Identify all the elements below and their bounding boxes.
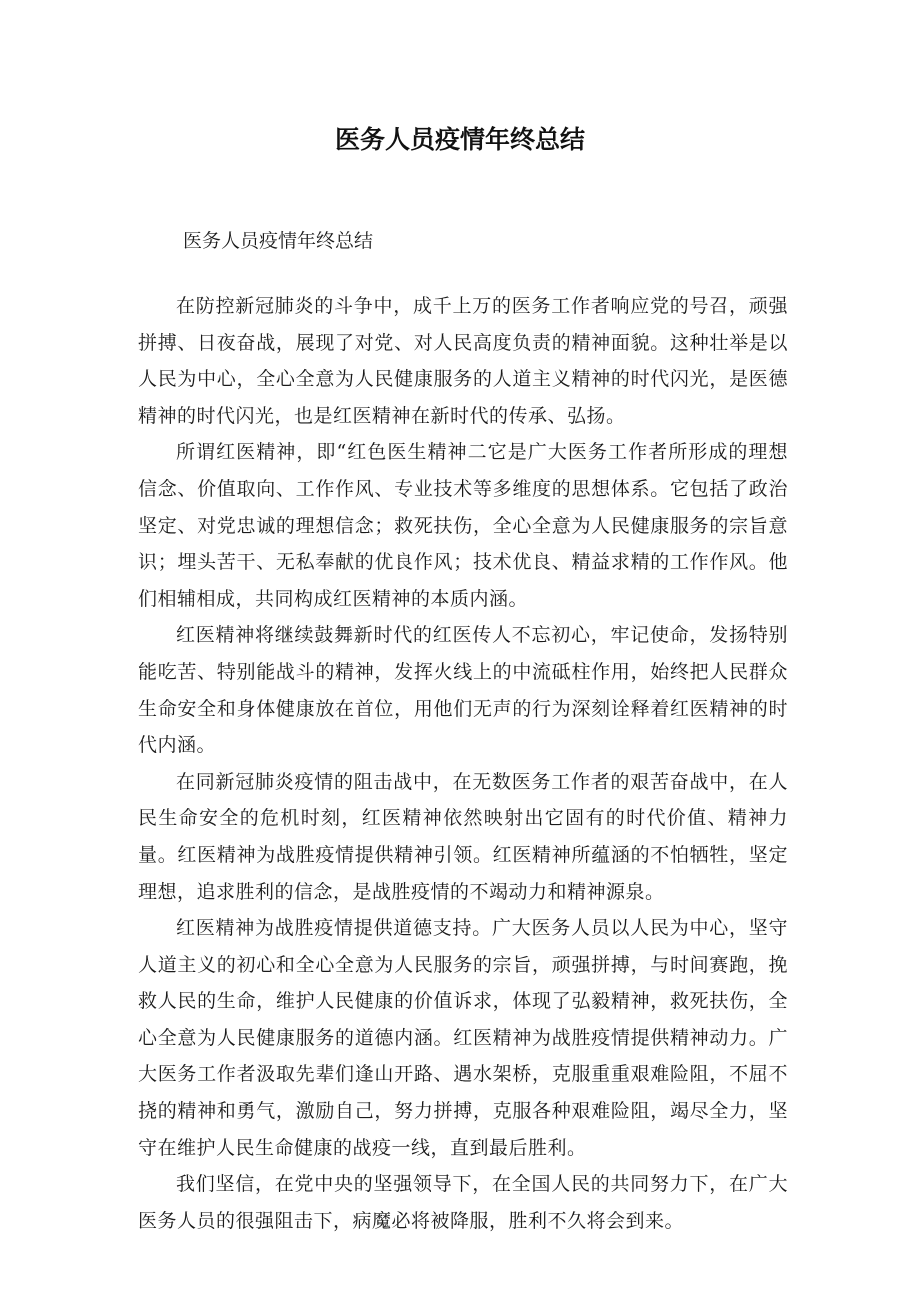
document-subtitle: 医务人员疫情年终总结 — [183, 230, 374, 252]
paragraph: 我们坚信，在党中央的坚强领导下，在全国人民的共同努力下，在广大医务人员的很强阻击下，病魔必将被降服，胜利不久将会到来。 — [138, 1173, 788, 1232]
paragraph: 所谓红医精神，即“红色医生精神二它是广大医务工作者所形成的理想信念、价值取向、工作作风、专业技术等多维度的思想体系。它包括了政治坚定、对党忠诚的理想信念；救死扶伤，全心全意为人民健康服务的宗旨意识；埋头苦干、无私奉献的优良作风；技术优良、精益求精的工作作风。他们相辅相成，共同构成红医精神的本质内涵。 — [138, 441, 788, 610]
document-title: 医务人员疫情年终总结 — [334, 125, 585, 154]
paragraph: 在防控新冠肺炎的斗争中，成千上万的医务工作者响应党的号召，顽强拼搏、日夜奋战，展现了对党、对人民高度负责的精神面貌。这种壮举是以人民为中心，全心全意为人民健康服务的人道主义精神的时代闪光，是医德精神的时代闪光，也是红医精神在新时代的传承、弘扬。 — [138, 295, 788, 427]
paragraph: 在同新冠肺炎疫情的阻击战中，在无数医务工作者的艰苦奋战中，在人民生命安全的危机时刻，红医精神依然映射出它固有的时代价值、精神力量。红医精神为战胜疫情提供精神引领。红医精神所蕴涵的不怕牺牲，坚定理想，追求胜利的信念，是战胜疫情的不竭动力和精神源泉。 — [138, 770, 788, 903]
paragraph: 红医精神为战胜疫情提供道德支持。广大医务人员以人民为中心，坚守人道主义的初心和全心全意为人民服务的宗旨，顽强拼搏，与时间赛跑，挽救人民的生命，维护人民健康的价值诉求，体现了弘毅精神，救死扶伤，全心全意为人民健康服务的道德内涵。红医精神为战胜疫情提供精神动力。广大医务工作者汲取先辈们逢山开路、遇水架桥，克服重重艰难险阻，不屈不挠的精神和勇气，激励自己，努力拼搏，克服各种艰难险阻，竭尽全力，坚守在维护人民生命健康的战疫一线，直到最后胜利。 — [138, 917, 788, 1159]
document-body — [138, 288, 788, 1239]
paragraph: 红医精神将继续鼓舞新时代的红医传人不忘初心，牢记使命，发扬特别能吃苦、特别能战斗的精神，发挥火线上的中流砥柱作用，始终把人民群众生命安全和身体健康放在首位，用他们无声的行为深刻诠释着红医精神的时代内涵。 — [138, 624, 788, 757]
